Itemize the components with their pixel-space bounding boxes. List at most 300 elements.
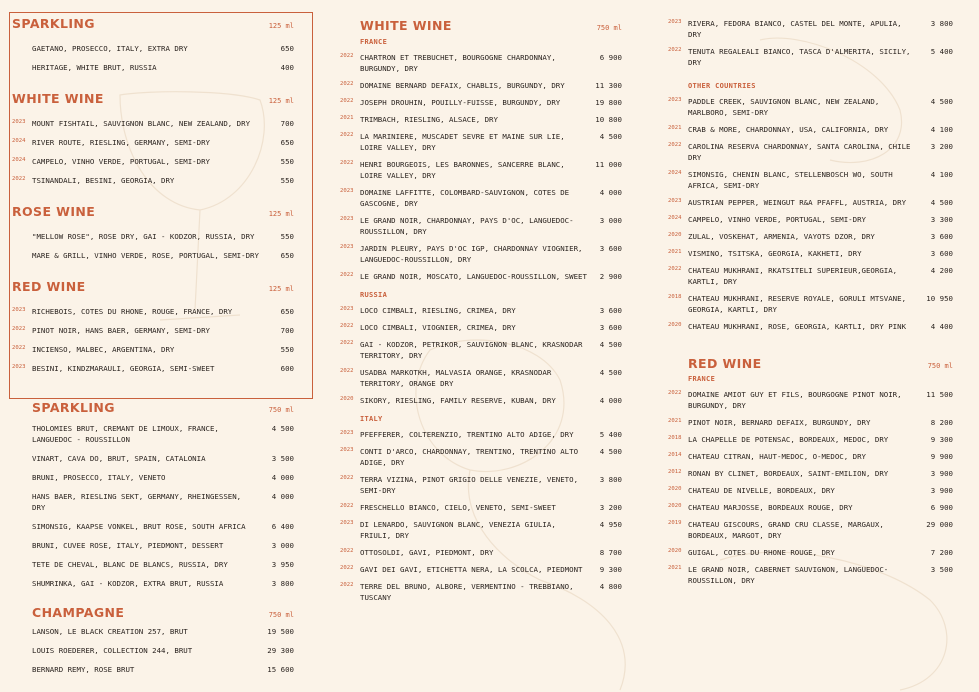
item-price: 3 900 — [930, 486, 953, 495]
vintage-year: 2020 — [668, 503, 682, 509]
vintage-year: 2014 — [668, 452, 682, 458]
vintage-year: 2022 — [340, 53, 354, 59]
item-price: 4 100 — [930, 170, 953, 179]
section-header — [340, 18, 622, 33]
item-name: PINOT NOIR, HANS BAER, GERMANY, SEMI-DRY — [32, 326, 210, 335]
item-price: 19 800 — [595, 98, 622, 107]
menu-item — [668, 389, 953, 411]
menu-item — [12, 423, 294, 445]
item-name: SIMONSIG, CHENIN BLANC, STELLENBOSCH WO, SOUTH AFRICA, SEMI-DRY — [688, 170, 893, 190]
menu-item — [12, 540, 294, 551]
region-subtitle: FRANCE — [360, 38, 388, 46]
item-name: AUSTRIAN PEPPER, WEINGUT R&A PFAFFL, AUSTRIA, DRY — [688, 198, 907, 207]
menu-item — [668, 169, 953, 191]
item-name: RICHEBOIS, COTES DU RHONE, ROUGE, FRANCE, DRY — [32, 307, 233, 316]
item-price: 9 300 — [599, 565, 622, 574]
item-name: CHATEAU GISCOURS, GRAND CRU CLASSE, MARGAUX, BORDEAUX, MARGOT, DRY — [688, 520, 884, 540]
vintage-year: 2023 — [340, 520, 354, 526]
item-name: LANSON, LE BLACK CREATION 257, BRUT — [32, 627, 188, 636]
item-name: CHATEAU MUKHRANI, RKATSITELI SUPERIEUR,GEORGIA, KARTLI, DRY — [688, 266, 898, 286]
item-price: 4 400 — [930, 322, 953, 331]
item-price: 6 900 — [599, 53, 622, 62]
continued-list — [668, 18, 953, 68]
section-header — [12, 605, 294, 620]
item-price: 3 600 — [599, 306, 622, 315]
item-price: 550 — [280, 157, 294, 166]
vintage-year: 2022 — [12, 345, 26, 351]
item-name: LA CHAPELLE DE POTENSAC, BORDEAUX, MEDOC, DRY — [688, 435, 889, 444]
item-price: 11 500 — [926, 390, 953, 399]
menu-item — [12, 175, 294, 186]
vintage-year: 2022 — [12, 176, 26, 182]
item-price: 4 000 — [599, 396, 622, 405]
vintage-year: 2022 — [668, 47, 682, 53]
menu-item — [668, 564, 953, 586]
vintage-year: 2020 — [668, 486, 682, 492]
item-price: 4 000 — [271, 492, 294, 501]
item-name: GAVI DEI GAVI, ETICHETTA NERA, LA SCOLCA, PIEDMONT — [360, 565, 583, 574]
item-name: CAMPELO, VINHO VERDE, PORTUGAL, SEMI-DRY — [688, 215, 866, 224]
region-subtitle: RUSSIA — [360, 291, 388, 299]
item-price: 4 000 — [599, 188, 622, 197]
section-title: SPARKLING — [12, 16, 95, 31]
volume-label: 750 ml — [596, 24, 622, 32]
vintage-year: 2022 — [340, 340, 354, 346]
menu-item — [340, 581, 622, 603]
menu-item — [340, 367, 622, 389]
item-price: 3 800 — [271, 579, 294, 588]
item-name: GAI - KODZOR, PETRIKOR, SAUVIGNON BLANC, KRASNODAR TERRITORY, DRY — [360, 340, 583, 360]
item-price: 3 500 — [271, 454, 294, 463]
item-price: 700 — [280, 326, 294, 335]
item-name: DOMAINE BERNARD DEFAIX, CHABLIS, BURGUNDY, DRY — [360, 81, 565, 90]
menu-item — [668, 18, 953, 40]
item-price: 3 600 — [930, 232, 953, 241]
menu-item — [340, 187, 622, 209]
item-price: 650 — [280, 251, 294, 260]
menu-item — [340, 474, 622, 496]
menu-item — [668, 293, 953, 315]
item-name: TERRE DEL BRUNO, ALBORE, VERMENTINO - TREBBIANO, TUSCANY — [360, 582, 574, 602]
item-price: 6 900 — [930, 503, 953, 512]
item-name: DOMAINE AMIOT GUY ET FILS, BOURGOGNE PINOT NOIR, BURGUNDY, DRY — [688, 390, 902, 410]
item-name: PADDLE CREEK, SAUVIGNON BLANC, NEW ZEALAND, MARLBORO, SEMI-DRY — [688, 97, 880, 117]
menu-item — [340, 271, 622, 282]
item-price: 550 — [280, 345, 294, 354]
menu-item — [340, 131, 622, 153]
vintage-year: 2023 — [12, 307, 26, 313]
menu-item — [668, 96, 953, 118]
item-name: RONAN BY CLINET, BORDEAUX, SAINT-EMILION, DRY — [688, 469, 889, 478]
item-name: USADBA MARKOTKH, MALVASIA ORANGE, KRASNODAR TERRITORY, ORANGE DRY — [360, 368, 552, 388]
menu-item — [12, 491, 294, 513]
item-price: 3 000 — [599, 216, 622, 225]
item-name: BRUNI, CUVEE ROSE, ITALY, PIEDMONT, DESSERT — [32, 541, 224, 550]
item-name: LA MARINIERE, MUSCADET SEVRE ET MAINE SUR LIE, LOIRE VALLEY, DRY — [360, 132, 565, 152]
vintage-year: 2022 — [340, 81, 354, 87]
item-price: 3 200 — [599, 503, 622, 512]
item-name: MARE & GRILL, VINHO VERDE, ROSE, PORTUGAL, SEMI-DRY — [32, 251, 259, 260]
item-name: MOUNT FISHTAIL, SAUVIGNON BLANC, NEW ZEALAND, DRY — [32, 119, 251, 128]
item-name: LOUIS ROEDERER, COLLECTION 244, BRUT — [32, 646, 193, 655]
menu-item — [340, 80, 622, 91]
item-price: 3 800 — [930, 19, 953, 28]
item-price: 3 300 — [930, 215, 953, 224]
volume-label: 125 ml — [268, 210, 294, 218]
item-name: CONTI D'ARCO, CHARDONNAY, TRENTINO, TRENTINO ALTO ADIGE, DRY — [360, 447, 579, 467]
item-price: 4 500 — [599, 447, 622, 456]
menu-item — [12, 325, 294, 336]
item-price: 4 200 — [930, 266, 953, 275]
menu-item — [340, 322, 622, 333]
menu-item — [668, 197, 953, 208]
item-name: THOLOMIES BRUT, CREMANT DE LIMOUX, FRANCE, LANGUEDOC - ROUSSILLON — [32, 424, 219, 444]
section-header — [12, 16, 294, 31]
section-title: CHAMPAGNE — [32, 605, 125, 620]
vintage-year: 2022 — [12, 326, 26, 332]
item-name: CHARTRON ET TREBUCHET, BOURGOGNE CHARDONNAY, BURGUNDY, DRY — [360, 53, 556, 73]
volume-label: 750 ml — [268, 611, 294, 619]
menu-item — [668, 124, 953, 135]
vintage-year: 2022 — [340, 368, 354, 374]
vintage-year: 2023 — [668, 97, 682, 103]
item-name: RIVER ROUTE, RIESLING, GERMANY, SEMI-DRY — [32, 138, 210, 147]
item-price: 3 200 — [930, 142, 953, 151]
item-name: CHATEAU CITRAN, HAUT-MEDOC, O-MEDOC, DRY — [688, 452, 866, 461]
menu-item — [668, 451, 953, 462]
menu-item — [340, 519, 622, 541]
vintage-year: 2023 — [340, 216, 354, 222]
item-name: VINART, CAVA DO, BRUT, SPAIN, CATALONIA — [32, 454, 206, 463]
section-title: WHITE WINE — [12, 91, 104, 106]
item-name: TENUTA REGALEALI BIANCO, TASCA D'ALMERITA, SICILY, DRY — [688, 47, 911, 67]
vintage-year: 2023 — [12, 364, 26, 370]
menu-item — [12, 344, 294, 355]
item-price: 4 000 — [271, 473, 294, 482]
section-title: WHITE WINE — [360, 18, 452, 33]
section-header — [12, 279, 294, 294]
menu-item — [340, 547, 622, 558]
vintage-year: 2020 — [668, 322, 682, 328]
vintage-year: 2024 — [668, 215, 682, 221]
item-price: 4 500 — [599, 340, 622, 349]
vintage-year: 2022 — [340, 272, 354, 278]
menu-item — [340, 305, 622, 316]
item-price: 15 600 — [267, 665, 294, 674]
menu-item — [12, 559, 294, 570]
menu-item — [668, 468, 953, 479]
menu-item — [668, 141, 953, 163]
item-name: CRAB & MORE, CHARDONNAY, USA, CALIFORNIA, DRY — [688, 125, 889, 134]
vintage-year: 2022 — [340, 503, 354, 509]
item-name: ZULAL, VOSKEHAT, ARMENIA, VAYOTS DZOR, DRY — [688, 232, 875, 241]
menu-item — [340, 243, 622, 265]
vintage-year: 2021 — [668, 125, 682, 131]
vintage-year: 2022 — [340, 98, 354, 104]
menu-item — [340, 429, 622, 440]
menu-item — [668, 321, 953, 332]
vintage-year: 2021 — [668, 249, 682, 255]
vintage-year: 2021 — [340, 115, 354, 121]
sparkling-750-section — [12, 400, 294, 589]
vintage-year: 2024 — [668, 170, 682, 176]
vintage-year: 2022 — [340, 475, 354, 481]
item-price: 3 500 — [930, 565, 953, 574]
item-price: 4 500 — [930, 97, 953, 106]
vintage-year: 2020 — [340, 396, 354, 402]
vintage-year: 2022 — [668, 142, 682, 148]
item-name: FRESCHELLO BIANCO, CIELO, VENETO, SEMI-SWEET — [360, 503, 556, 512]
item-name: DI LENARDO, SAUVIGNON BLANC, VENEZIA GIULIA, FRIULI, DRY — [360, 520, 556, 540]
item-price: 3 000 — [271, 541, 294, 550]
menu-item — [340, 114, 622, 125]
item-name: RIVERA, FEDORA BIANCO, CASTEL DEL MONTE, APULIA, DRY — [688, 19, 902, 39]
menu-item — [12, 137, 294, 148]
menu-item — [340, 339, 622, 361]
vintage-year: 2020 — [668, 548, 682, 554]
item-name: HERITAGE, WHITE BRUT, RUSSIA — [32, 63, 157, 72]
vintage-year: 2023 — [340, 244, 354, 250]
menu-item — [12, 664, 294, 675]
menu-item — [12, 578, 294, 589]
menu-item — [340, 215, 622, 237]
menu-item — [668, 485, 953, 496]
item-name: GUIGAL, COTES DU RHONE ROUGE, DRY — [688, 548, 835, 557]
item-price: 650 — [280, 307, 294, 316]
menu-item — [12, 250, 294, 261]
section-title: ROSE WINE — [12, 204, 96, 219]
item-price: 650 — [280, 138, 294, 147]
menu-item — [12, 118, 294, 129]
vintage-year: 2022 — [340, 132, 354, 138]
volume-label: 750 ml — [268, 406, 294, 414]
vintage-year: 2021 — [668, 565, 682, 571]
item-name: JARDIN PLEURY, PAYS D'OC IGP, CHARDONNAY VIOGNIER, LANGUEDOC-ROUSSILLON, DRY — [360, 244, 583, 264]
item-name: BESINI, KINDZMARAULI, GEORGIA, SEMI-SWEET — [32, 364, 215, 373]
item-price: 4 500 — [599, 368, 622, 377]
item-name: DOMAINE LAFFITTE, COLOMBARD-SAUVIGNON, COTES DE GASCOGNE, DRY — [360, 188, 570, 208]
vintage-year: 2023 — [12, 119, 26, 125]
section-header — [12, 400, 294, 415]
item-name: BERNARD REMY, ROSE BRUT — [32, 665, 135, 674]
vintage-year: 2018 — [668, 435, 682, 441]
item-price: 9 300 — [930, 435, 953, 444]
section-title: SPARKLING — [32, 400, 115, 415]
item-price: 3 600 — [599, 323, 622, 332]
item-name: VISMINO, TSITSKA, GEORGIA, KAKHETI, DRY — [688, 249, 862, 258]
menu-item — [12, 363, 294, 374]
item-price: 4 100 — [930, 125, 953, 134]
item-name: HENRI BOURGEOIS, LES BARONNES, SANCERRE BLANC, LOIRE VALLEY, DRY — [360, 160, 565, 180]
section-title: RED WINE — [12, 279, 86, 294]
menu-item — [12, 472, 294, 483]
menu-item — [668, 547, 953, 558]
item-name: LE GRAND NOIR, MOSCATO, LANGUEDOC-ROUSSILLON, SWEET — [360, 272, 587, 281]
volume-label: 750 ml — [927, 362, 953, 370]
item-price: 9 900 — [930, 452, 953, 461]
item-name: HANS BAER, RIESLING SEKT, GERMANY, RHEINGESSEN, DRY — [32, 492, 242, 512]
item-price: 5 400 — [930, 47, 953, 56]
column-3 — [668, 0, 953, 586]
menu-item — [340, 395, 622, 406]
item-price: 4 800 — [599, 582, 622, 591]
vintage-year: 2021 — [668, 418, 682, 424]
item-price: 8 700 — [599, 548, 622, 557]
menu-item — [340, 564, 622, 575]
item-price: 10 950 — [926, 294, 953, 303]
item-name: INCIENSO, MALBEC, ARGENTINA, DRY — [32, 345, 175, 354]
item-price: 10 800 — [595, 115, 622, 124]
item-price: 2 900 — [599, 272, 622, 281]
champagne-section — [12, 605, 294, 675]
item-name: CAROLINA RESERVA CHARDONNAY, SANTA CAROLINA, CHILE DRY — [688, 142, 911, 162]
vintage-year: 2022 — [340, 160, 354, 166]
item-name: CHATEAU DE NIVELLE, BORDEAUX, DRY — [688, 486, 835, 495]
menu-item — [12, 306, 294, 317]
menu-item — [12, 43, 294, 54]
item-price: 3 800 — [599, 475, 622, 484]
item-name: CHATEAU MUKHRANI, RESERVE ROYALE, GORULI MTSVANE, GEORGIA, KARTLI, DRY — [688, 294, 907, 314]
item-name: TETE DE CHEVAL, BLANC DE BLANCS, RUSSIA, DRY — [32, 560, 228, 569]
item-name: OTTOSOLDI, GAVI, PIEDMONT, DRY — [360, 548, 494, 557]
item-price: 19 500 — [267, 627, 294, 636]
vintage-year: 2022 — [668, 266, 682, 272]
item-price: 550 — [280, 232, 294, 241]
item-name: CHATEAU MARJOSSE, BORDEAUX ROUGE, DRY — [688, 503, 853, 512]
menu-item — [668, 417, 953, 428]
item-price: 29 300 — [267, 646, 294, 655]
vintage-year: 2022 — [340, 548, 354, 554]
column-1 — [12, 0, 294, 675]
menu-item — [340, 159, 622, 181]
vintage-year: 2020 — [668, 232, 682, 238]
item-name: CAMPELO, VINHO VERDE, PORTUGAL, SEMI-DRY — [32, 157, 210, 166]
item-price: 400 — [280, 63, 294, 72]
item-name: LE GRAND NOIR, CHARDONNAY, PAYS D'OC, LANGUEDOC-ROUSSILLON, DRY — [360, 216, 574, 236]
item-price: 550 — [280, 176, 294, 185]
item-name: GAETANO, PROSECCO, ITALY, EXTRA DRY — [32, 44, 188, 53]
vintage-year: 2019 — [668, 520, 682, 526]
item-price: 6 400 — [271, 522, 294, 531]
menu-item — [668, 434, 953, 445]
item-price: 29 000 — [926, 520, 953, 529]
item-price: 11 300 — [595, 81, 622, 90]
menu-item — [668, 231, 953, 242]
item-price: 3 600 — [599, 244, 622, 253]
menu-section — [12, 16, 294, 73]
item-name: TERRA VIZINA, PINOT GRIGIO DELLE VENEZIE, VENETO, SEMI-DRY — [360, 475, 579, 495]
column-2 — [340, 0, 622, 603]
item-price: 7 200 — [930, 548, 953, 557]
volume-label: 125 ml — [268, 285, 294, 293]
vintage-year: 2022 — [340, 565, 354, 571]
region-subtitle: OTHER COUNTRIES — [688, 82, 756, 90]
vintage-year: 2024 — [12, 138, 26, 144]
menu-item — [668, 519, 953, 541]
menu-item — [12, 156, 294, 167]
section-header — [12, 204, 294, 219]
vintage-year: 2023 — [340, 447, 354, 453]
item-name: SHUMRINKA, GAI - KODZOR, EXTRA BRUT, RUSSIA — [32, 579, 224, 588]
menu-item — [12, 521, 294, 532]
menu-item — [668, 46, 953, 68]
vintage-year: 2022 — [668, 390, 682, 396]
menu-item — [12, 231, 294, 242]
item-name: SIMONSIG, KAAPSE VONKEL, BRUT ROSE, SOUTH AFRICA — [32, 522, 246, 531]
region-subtitle: FRANCE — [688, 375, 716, 383]
item-name: CHATEAU MUKHRANI, ROSE, GEORGIA, KARTLI, DRY PINK — [688, 322, 907, 331]
menu-item — [340, 502, 622, 513]
menu-item — [12, 626, 294, 637]
menu-item — [668, 248, 953, 259]
region-subtitle: ITALY — [360, 415, 383, 423]
item-name: JOSEPH DROUHIN, POUILLY-FUISSE, BURGUNDY, DRY — [360, 98, 561, 107]
item-name: SIKORY, RIESLING, FAMILY RESERVE, KUBAN, DRY — [360, 396, 556, 405]
item-price: 4 500 — [599, 132, 622, 141]
section-header — [668, 356, 953, 371]
section-header — [12, 91, 294, 106]
item-price: 8 200 — [930, 418, 953, 427]
vintage-year: 2018 — [668, 294, 682, 300]
item-price: 5 400 — [599, 430, 622, 439]
item-name: TRIMBACH, RIESLING, ALSACE, DRY — [360, 115, 498, 124]
menu-section — [12, 279, 294, 374]
item-price: 3 600 — [930, 249, 953, 258]
menu-item — [340, 97, 622, 108]
item-price: 4 500 — [271, 424, 294, 433]
item-price: 11 000 — [595, 160, 622, 169]
item-price: 3 950 — [271, 560, 294, 569]
menu-item — [340, 446, 622, 468]
menu-section — [12, 204, 294, 261]
menu-item — [668, 214, 953, 225]
item-name: LOCO CIMBALI, RIESLING, CRIMEA, DRY — [360, 306, 516, 315]
item-price: 600 — [280, 364, 294, 373]
vintage-year: 2023 — [668, 19, 682, 25]
menu-item — [12, 645, 294, 656]
vintage-year: 2023 — [340, 430, 354, 436]
volume-label: 125 ml — [268, 97, 294, 105]
vintage-year: 2022 — [340, 323, 354, 329]
item-name: "MELLOW ROSE", ROSE DRY, GAI - KODZOR, RUSSIA, DRY — [32, 232, 255, 241]
section-title: RED WINE — [688, 356, 762, 371]
item-price: 4 500 — [930, 198, 953, 207]
vintage-year: 2012 — [668, 469, 682, 475]
volume-label: 125 ml — [268, 22, 294, 30]
item-price: 4 950 — [599, 520, 622, 529]
menu-item — [340, 52, 622, 74]
item-price: 3 900 — [930, 469, 953, 478]
vintage-year: 2023 — [668, 198, 682, 204]
vintage-year: 2023 — [340, 188, 354, 194]
item-name: PFEFFERER, COLTERENZIO, TRENTINO ALTO ADIGE, DRY — [360, 430, 574, 439]
menu-item — [668, 502, 953, 513]
item-name: LE GRAND NOIR, CABERNET SAUVIGNON, LANGUEDOC-ROUSSILLON, DRY — [688, 565, 889, 585]
vintage-year: 2024 — [12, 157, 26, 163]
menu-item — [668, 265, 953, 287]
vintage-year: 2022 — [340, 582, 354, 588]
item-price: 650 — [280, 44, 294, 53]
menu-section — [12, 91, 294, 186]
menu-item — [12, 62, 294, 73]
vintage-year: 2023 — [340, 306, 354, 312]
item-name: LOCO CIMBALI, VIOGNIER, CRIMEA, DRY — [360, 323, 516, 332]
item-price: 700 — [280, 119, 294, 128]
item-name: TSINANDALI, BESINI, GEORGIA, DRY — [32, 176, 175, 185]
menu-item — [12, 453, 294, 464]
item-name: PINOT NOIR, BERNARD DEFAIX, BURGUNDY, DRY — [688, 418, 871, 427]
item-name: BRUNI, PROSECCO, ITALY, VENETO — [32, 473, 166, 482]
